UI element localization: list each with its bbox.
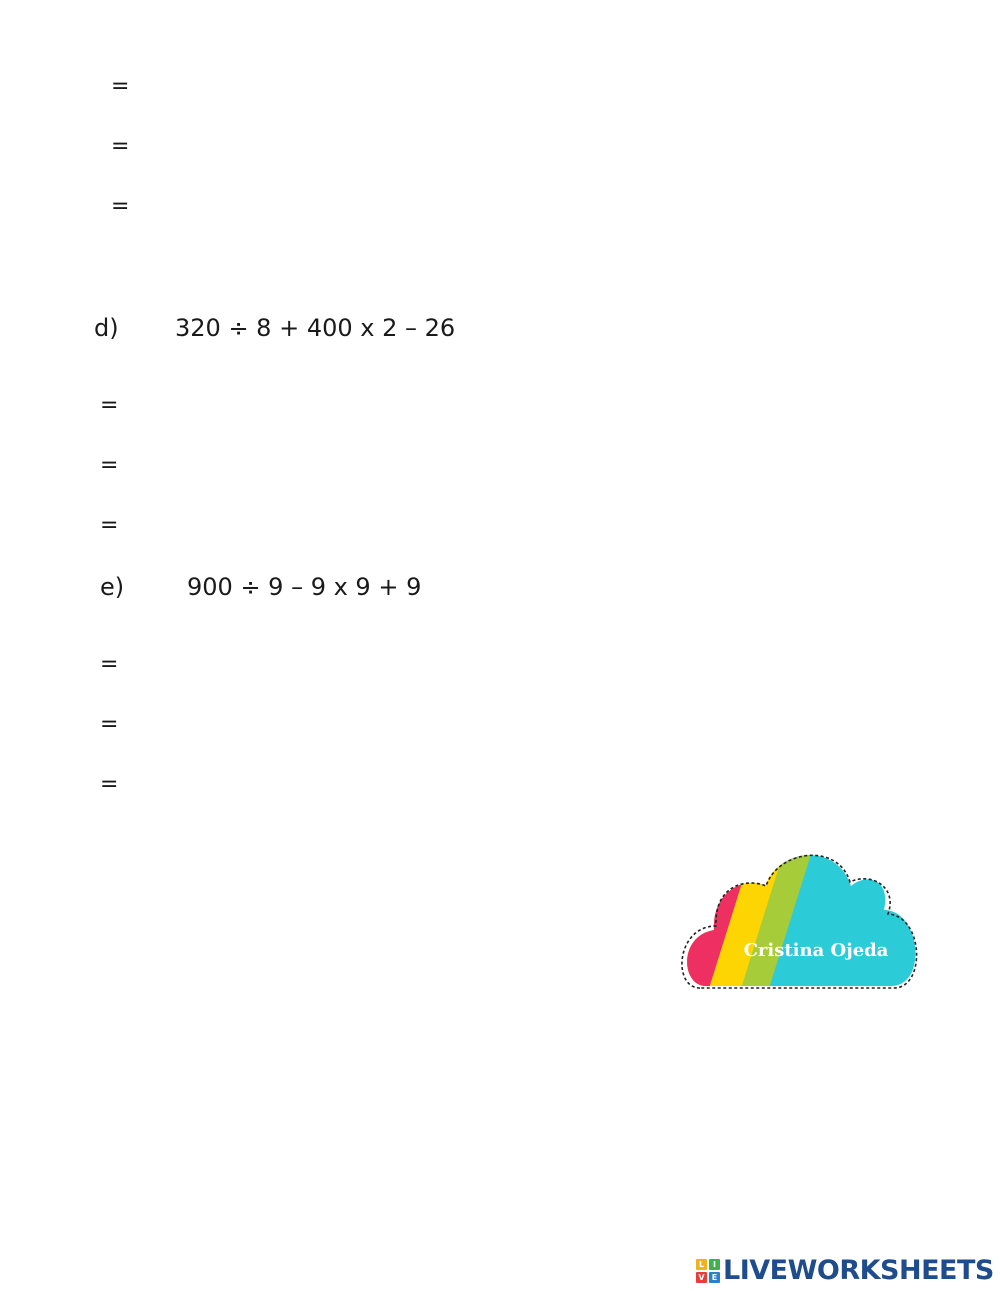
answer-line[interactable]: = bbox=[111, 134, 130, 159]
liveworksheets-badge-icon bbox=[696, 1259, 720, 1283]
answer-line[interactable]: = bbox=[100, 393, 119, 418]
liveworksheets-brand[interactable] bbox=[696, 1254, 994, 1288]
rainbow-cloud-logo bbox=[676, 838, 926, 998]
answer-line[interactable]: = bbox=[100, 652, 119, 677]
badge-letter: E bbox=[709, 1272, 720, 1283]
answer-line[interactable]: = bbox=[100, 513, 119, 538]
logo-author-name: Cristina Ojeda bbox=[743, 940, 889, 961]
answer-line[interactable]: = bbox=[100, 772, 119, 797]
answer-line[interactable]: = bbox=[100, 453, 119, 478]
problem-e-expression: 900 ÷ 9 – 9 x 9 + 9 bbox=[187, 573, 422, 601]
answer-line[interactable]: = bbox=[111, 194, 130, 219]
answer-line[interactable]: = bbox=[100, 712, 119, 737]
badge-letter: L bbox=[696, 1259, 707, 1270]
problem-d-expression: 320 ÷ 8 + 400 x 2 – 26 bbox=[175, 314, 456, 342]
answer-line[interactable]: = bbox=[111, 74, 130, 99]
problem-d-label: d) bbox=[94, 314, 119, 342]
problem-e-label: e) bbox=[100, 573, 125, 601]
badge-letter: I bbox=[709, 1259, 720, 1270]
badge-letter: V bbox=[696, 1272, 707, 1283]
liveworksheets-wordmark: LIVEWORKSHEETS bbox=[723, 1255, 994, 1286]
